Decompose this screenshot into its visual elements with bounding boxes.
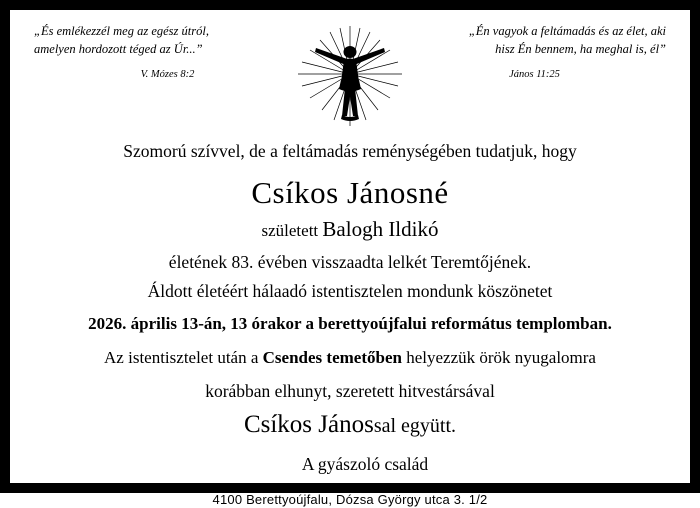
burial-pre: Az istentisztelet után a (104, 348, 259, 367)
burial-line (28, 347, 672, 370)
family-signature: A gyászoló család (301, 454, 429, 475)
spouse-name: Csíkos János (243, 410, 374, 438)
header-quotes-row (28, 22, 672, 132)
notice-inner-frame (9, 9, 691, 507)
quote-right-reference: János 11:25 (509, 69, 560, 81)
maiden-name: Balogh Ildikó (322, 217, 439, 242)
date-line: 2026. április 13-án, 13 órakor a berettyoújfalui református templomban. (88, 314, 612, 334)
quote-right (451, 22, 672, 82)
spouse-name-tail: sal együtt. (373, 414, 457, 437)
spouse-name-line (28, 408, 672, 442)
service-line: Áldott életéért hálaadó istentisztelen mondunk köszönetet (147, 281, 553, 302)
burial-post: helyezzük örök nyugalomra (406, 348, 596, 367)
announcement-body (28, 140, 672, 508)
burial-place: Csendes temetőben (262, 348, 402, 367)
age-line: életének 83. évében visszaadta lelkét Teremtőjének. (168, 251, 532, 272)
quote-left-reference: V. Mózes 8:2 (140, 69, 195, 81)
maiden-name-line (28, 215, 672, 243)
spouse-intro-line: korábban elhunyt, szeretett hitvestársával (205, 380, 495, 401)
maiden-prefix: született (261, 221, 319, 241)
crucifix-icon (275, 22, 425, 130)
quote-right-text: „Én vagyok a feltámadás és az élet, aki hisz Én bennem, ha meghal is, él” (468, 24, 666, 57)
deceased-name: Csíkos Jánosné (251, 174, 449, 210)
quote-left-text: „És emlékezzél meg az egész útról, amelyen hordozott téged az Úr...” (34, 24, 209, 57)
intro-line: Szomorú szívvel, de a feltámadás reménységében tudatjuk, hogy (123, 141, 577, 161)
address-line: 4100 Berettyoújfalu, Dózsa György utca 3. 1/2 (212, 491, 488, 507)
quote-left (28, 22, 249, 82)
